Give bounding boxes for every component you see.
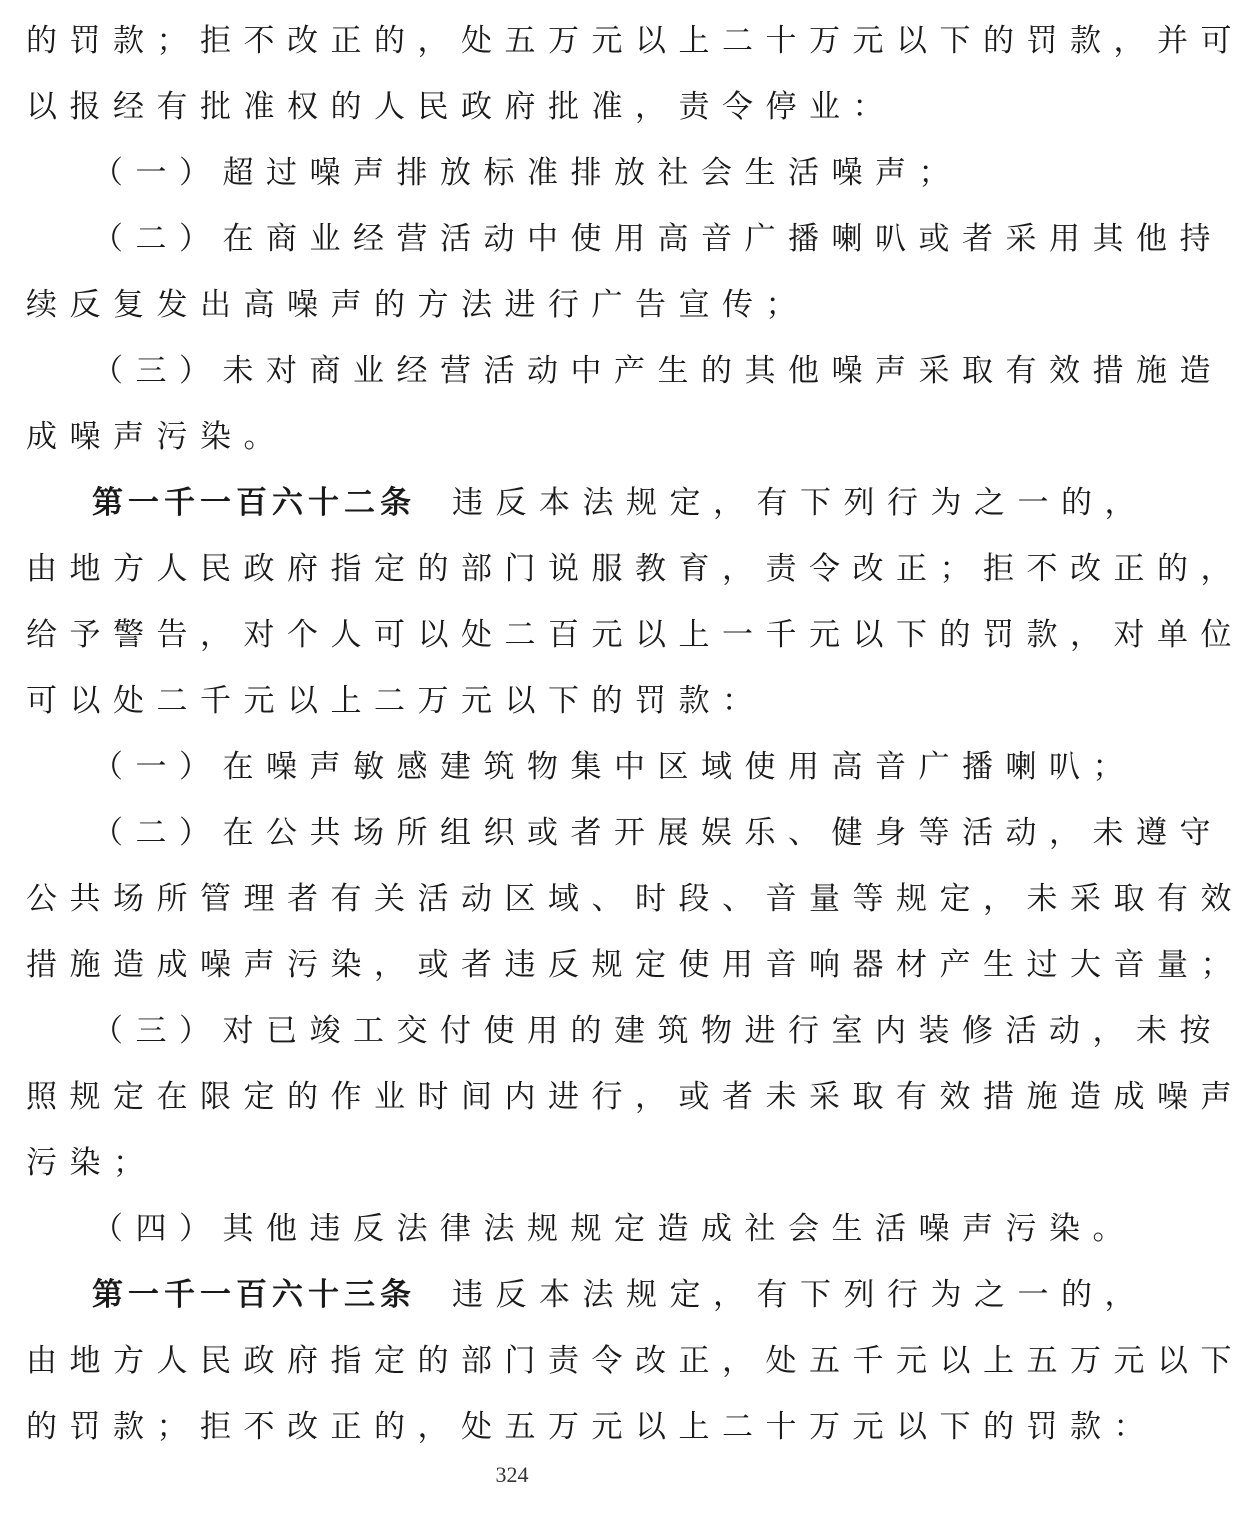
text-line: 的罚款；拒不改正的，处五万元以上二十万元以下的罚款，并可 [26, 23, 1244, 59]
text-line: 公共场所管理者有关活动区域、时段、音量等规定，未采取有效 [26, 881, 1244, 917]
page-number: 324 [495, 1462, 529, 1487]
article-text: 违反本法规定，有下列行为之一的， [452, 485, 1148, 521]
list-item: （二）在商业经营活动中使用高音广播喇叭或者采用其他持 [92, 221, 1223, 257]
text-line: 由地方人民政府指定的部门责令改正，处五千元以上五万元以下 [26, 1343, 1244, 1379]
article-heading: 第一千一百六十三条 [92, 1277, 416, 1313]
list-item: （三）未对商业经营活动中产生的其他噪声采取有效措施造 [92, 353, 1223, 389]
text-line: 的罚款；拒不改正的，处五万元以上二十万元以下的罚款： [26, 1409, 1157, 1445]
text-line: 可以处二千元以上二万元以下的罚款： [26, 683, 766, 719]
article-1162-line [92, 470, 1148, 536]
text-line: 照规定在限定的作业时间内进行，或者未采取有效措施造成噪声 [26, 1079, 1244, 1115]
list-item: （一）在噪声敏感建筑物集中区域使用高音广播喇叭； [92, 749, 1136, 785]
list-item: （二）在公共场所组织或者开展娱乐、健身等活动，未遵守 [92, 815, 1223, 851]
list-item: （三）对已竣工交付使用的建筑物进行室内装修活动，未按 [92, 1013, 1223, 1049]
text-line: 污染； [26, 1145, 157, 1181]
article-1163-line [92, 1262, 1148, 1328]
list-item: （四）其他违反法律法规规定造成社会生活噪声污染。 [92, 1211, 1136, 1247]
text-line: 成噪声污染。 [26, 419, 287, 455]
text-line: 给予警告，对个人可以处二百元以上一千元以下的罚款，对单位 [26, 617, 1244, 653]
list-item: （一）超过噪声排放标准排放社会生活噪声； [92, 155, 962, 191]
text-line: 由地方人民政府指定的部门说服教育，责令改正；拒不改正的， [26, 551, 1244, 587]
text-line: 措施造成噪声污染，或者违反规定使用音响器材产生过大音量； [26, 947, 1244, 983]
article-heading: 第一千一百六十二条 [92, 485, 416, 521]
text-line: 续反复发出高噪声的方法进行广告宣传； [26, 287, 809, 323]
text-line: 以报经有批准权的人民政府批准，责令停业： [26, 89, 896, 125]
article-text: 违反本法规定，有下列行为之一的， [452, 1277, 1148, 1313]
